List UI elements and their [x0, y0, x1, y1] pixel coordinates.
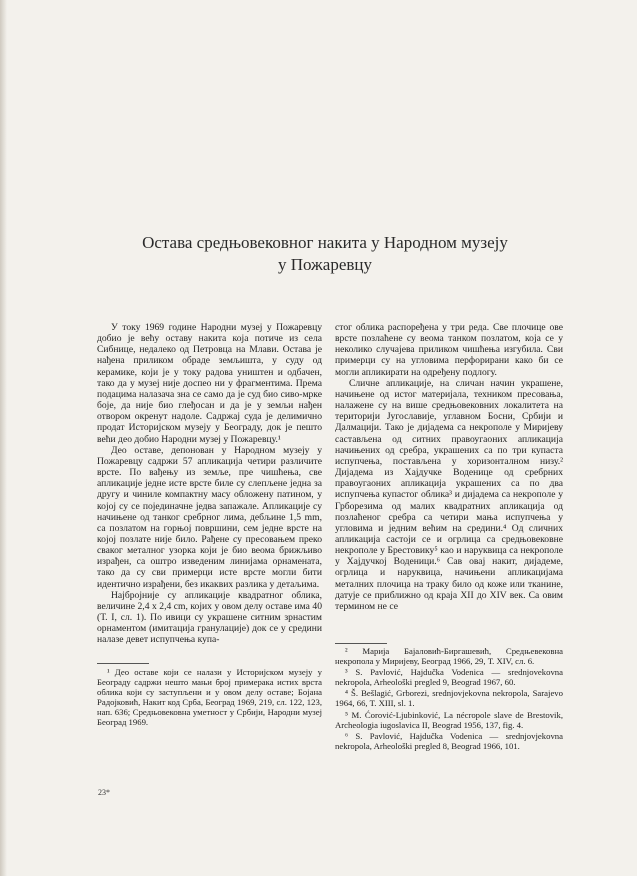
footnote-1: ¹ Део оставе који се налази у Историјском музеју у Београду садржи нешто мањи број примерака истих врста облика који су заступљени и у овом делу оставе; Бојана Радојковић, Накит код Срба, Београд 1969, 219, сл. 122, 123, нап. 636; Средњовековна уметност у Србији, Народни музеј Београд 1969.: [97, 667, 322, 728]
left-paragraph-1: У току 1969 године Народни музеј у Пожаревцу добио је већу оставу накита која потиче из села Сибнице, недалеко од Петровца на Млави. Остава је нађена приликом обраде земљишта, у суду од керамике, који је у току радова уништен и одбачен, тако да у музеј није доспео ни у фрагментима. Према подацима налазача зна се само да је суд био сиво-мрке боје, да није био глеђосан и да је у земљи нађен отвором окренут надоле. Садржај суда је делимично продат Историјском музеју у Београду, док је пешто већи део добио Народни музеј у Пожаревцу.¹: [97, 322, 322, 445]
footnote-rule-right: [335, 643, 387, 644]
right-paragraph-2: Сличне апликације, на сличан начин украшене, начињене од истог материјала, техником пресовања, налажене су на више средњовековних локалитета на територији Југославије, углавном Босни, Србији и Далмацији. Тако је дијадема са некрополе у Миријеву састављена од ситних правоугаоних апликација начињених од сребра, украшених са по три купаста испупчења, постављена у хоризонталном низу.² Дијадема из Хајдучке Воденице од сребрних правоугаоних апликација украшених са по два испупчења купастог облика³ и дијадема са некрополе у Грборезима од малих квадратних апликација од позлаћеног сребра са четири мања испупчења у угловима и једним већим на средини.⁴ Од сличних апликација састоји се и огрлица са средњовековне некрополе у Брестовику⁵ као и наруквица са некрополе у Хајдучкој Воденици.⁶ Сав овај накит, дијадеме, огрлица и наруквица, начињени апликацијама металних плочица на траку било од коже или тканине, датује се приближно од краја XII до XIV век. Са овим термином не се: [335, 377, 563, 612]
article-title-line-2: у Пожаревцу: [277, 255, 373, 274]
footnote-4: ⁴ Š. Bešlagić, Grborezi, srednjovjekovna nekropola, Sarajevo 1964, 66, T. XIII, sl. 1.: [335, 688, 563, 709]
footnote-3: ³ S. Pavlović, Hajdučka Vodenica — srednjovekovna nekropola, Arheološki pregled 9, Beograd 1967, 60.: [335, 667, 563, 688]
scan-page-edge: [0, 0, 7, 876]
footnote-rule-left: [97, 663, 149, 664]
left-paragraph-2: Део оставе, депонован у Народном музеју у Пожаревцу садржи 57 апликација четири различите врсте. По вађењу из земље, пре чишћења, све апликације једне исте врсте биле су слепљене једна за другу и чиниле компактну масу обложену патином, у којој су се појединачне једва запажале. Апликације су начињене од танког сребрног лима, дебљине 1,5 mm, са позлатом на горњој површини, сем једне врсте на којој позлате није било. Рађене су пресовањем преко сваког металног узорка који је био веома брижљиво израђен, са оштро изведеним линијама орнамената, тако да су сви примерци исте врсте могли бити идентично израђени, без икаквих разлика у детаљима.: [97, 444, 322, 590]
right-paragraph-1: стог облика распоређена у три реда. Све плочице ове врсте позлаћене су веома танком позлатом, која се у неколико случајева приликом чишћења изгубила. Сви примерци су на угловима перфорирани како би се могли апликирати на одређену подлогу.: [335, 322, 563, 378]
article-title: [110, 232, 540, 276]
right-column: [335, 322, 563, 612]
article-title-line-1: Остава средњовековног накита у Народном музеју: [142, 233, 508, 252]
page-number: 23*: [98, 788, 110, 797]
footnote-2: ² Марија Бајаловић-Биргашевић, Средњевековна некропола у Миријеву, Београд 1966, 29, Т. XIV, сл. 6.: [335, 646, 563, 667]
footnote-5: ⁵ M. Ćorović-Ljubinković, La nécropole slave de Brestovik, Archeologia iugoslavica II, Beograd 1956, 137, fig. 4.: [335, 709, 563, 730]
left-paragraph-3: Најбројније су апликације квадратног облика, величине 2,4 x 2,4 cm, којих у овом делу оставе има 40 (Т. I, сл. 1). По ивици су украшене ситним зрнастим орнаментом (имитација гранулације) док се у средини налазе девет испупчења купа-: [97, 589, 322, 646]
footnote-6: ⁶ S. Pavlović, Hajdučka Vodenica — srednjovjekovna nekropola, Arheološki pregled 8, Beograd 1966, 101.: [335, 730, 563, 751]
footnotes-left: [97, 667, 322, 729]
left-column: [97, 322, 322, 646]
footnotes-right: [335, 646, 563, 752]
